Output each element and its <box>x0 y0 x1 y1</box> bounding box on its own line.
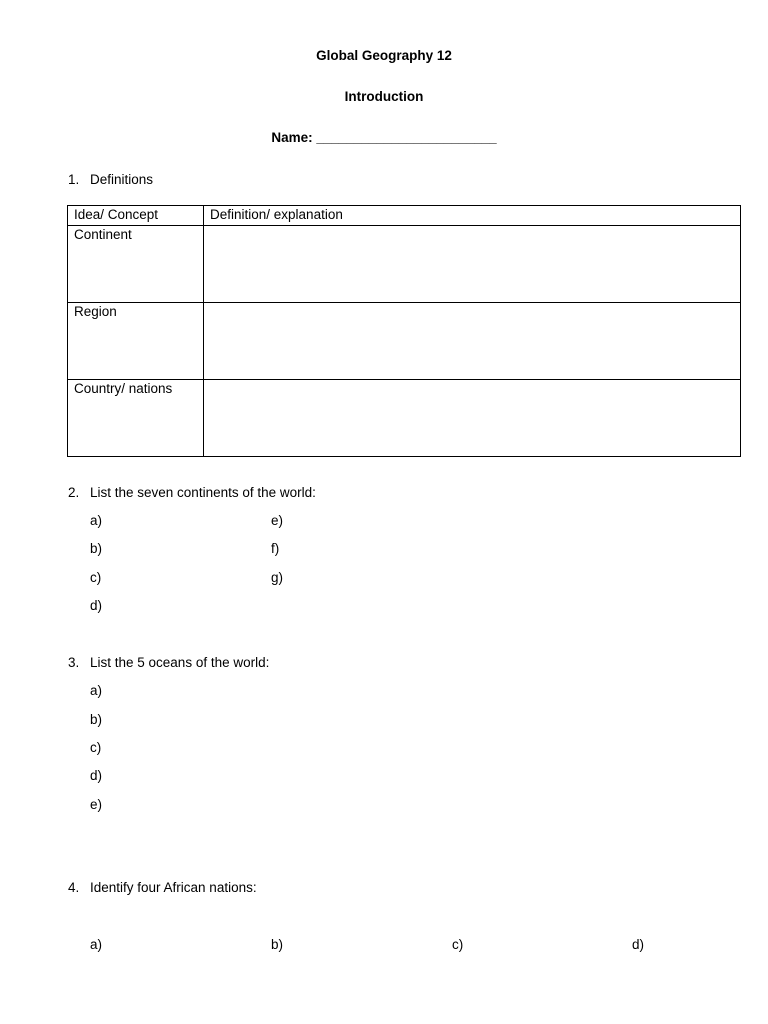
table-row <box>68 226 741 303</box>
table-row <box>68 380 741 457</box>
list-item: b) <box>90 712 103 727</box>
question-4-number: 4. <box>68 880 80 895</box>
question-4-text: Identify four African nations: <box>90 880 257 895</box>
question-2-number: 2. <box>68 485 80 500</box>
list-item: f) <box>271 541 280 556</box>
list-item: a) <box>90 937 103 952</box>
table-row <box>68 303 741 380</box>
table-header-definition: Definition/ explanation <box>204 206 741 226</box>
table-cell-definition[interactable] <box>204 380 741 457</box>
list-item: c) <box>452 937 464 952</box>
table-cell-concept: Country/ nations <box>68 380 204 457</box>
list-item: a) <box>90 683 103 698</box>
list-item: c) <box>90 740 102 755</box>
list-item: b) <box>90 541 103 556</box>
question-3-number: 3. <box>68 655 80 670</box>
page-title: Global Geography 12 <box>316 48 452 63</box>
list-item: d) <box>632 937 645 952</box>
list-item: d) <box>90 768 103 783</box>
list-item: c) <box>90 570 102 585</box>
table-header-concept: Idea/ Concept <box>68 206 204 226</box>
list-item: e) <box>271 513 284 528</box>
definitions-table <box>67 205 741 457</box>
table-cell-concept: Region <box>68 303 204 380</box>
page-subtitle: Introduction <box>344 89 424 104</box>
question-3-text: List the 5 oceans of the world: <box>90 655 270 670</box>
list-item: d) <box>90 598 103 613</box>
table-cell-definition[interactable] <box>204 303 741 380</box>
question-1-text: Definitions <box>90 172 154 187</box>
list-item: a) <box>90 513 103 528</box>
table-header-row <box>68 206 741 226</box>
table-cell-definition[interactable] <box>204 226 741 303</box>
table-cell-concept: Continent <box>68 226 204 303</box>
list-item: b) <box>271 937 284 952</box>
question-2-text: List the seven continents of the world: <box>90 485 316 500</box>
list-item: g) <box>271 570 284 585</box>
question-1-number: 1. <box>68 172 80 187</box>
name-field-label: Name: ________________________ <box>271 130 497 145</box>
list-item: e) <box>90 797 103 812</box>
